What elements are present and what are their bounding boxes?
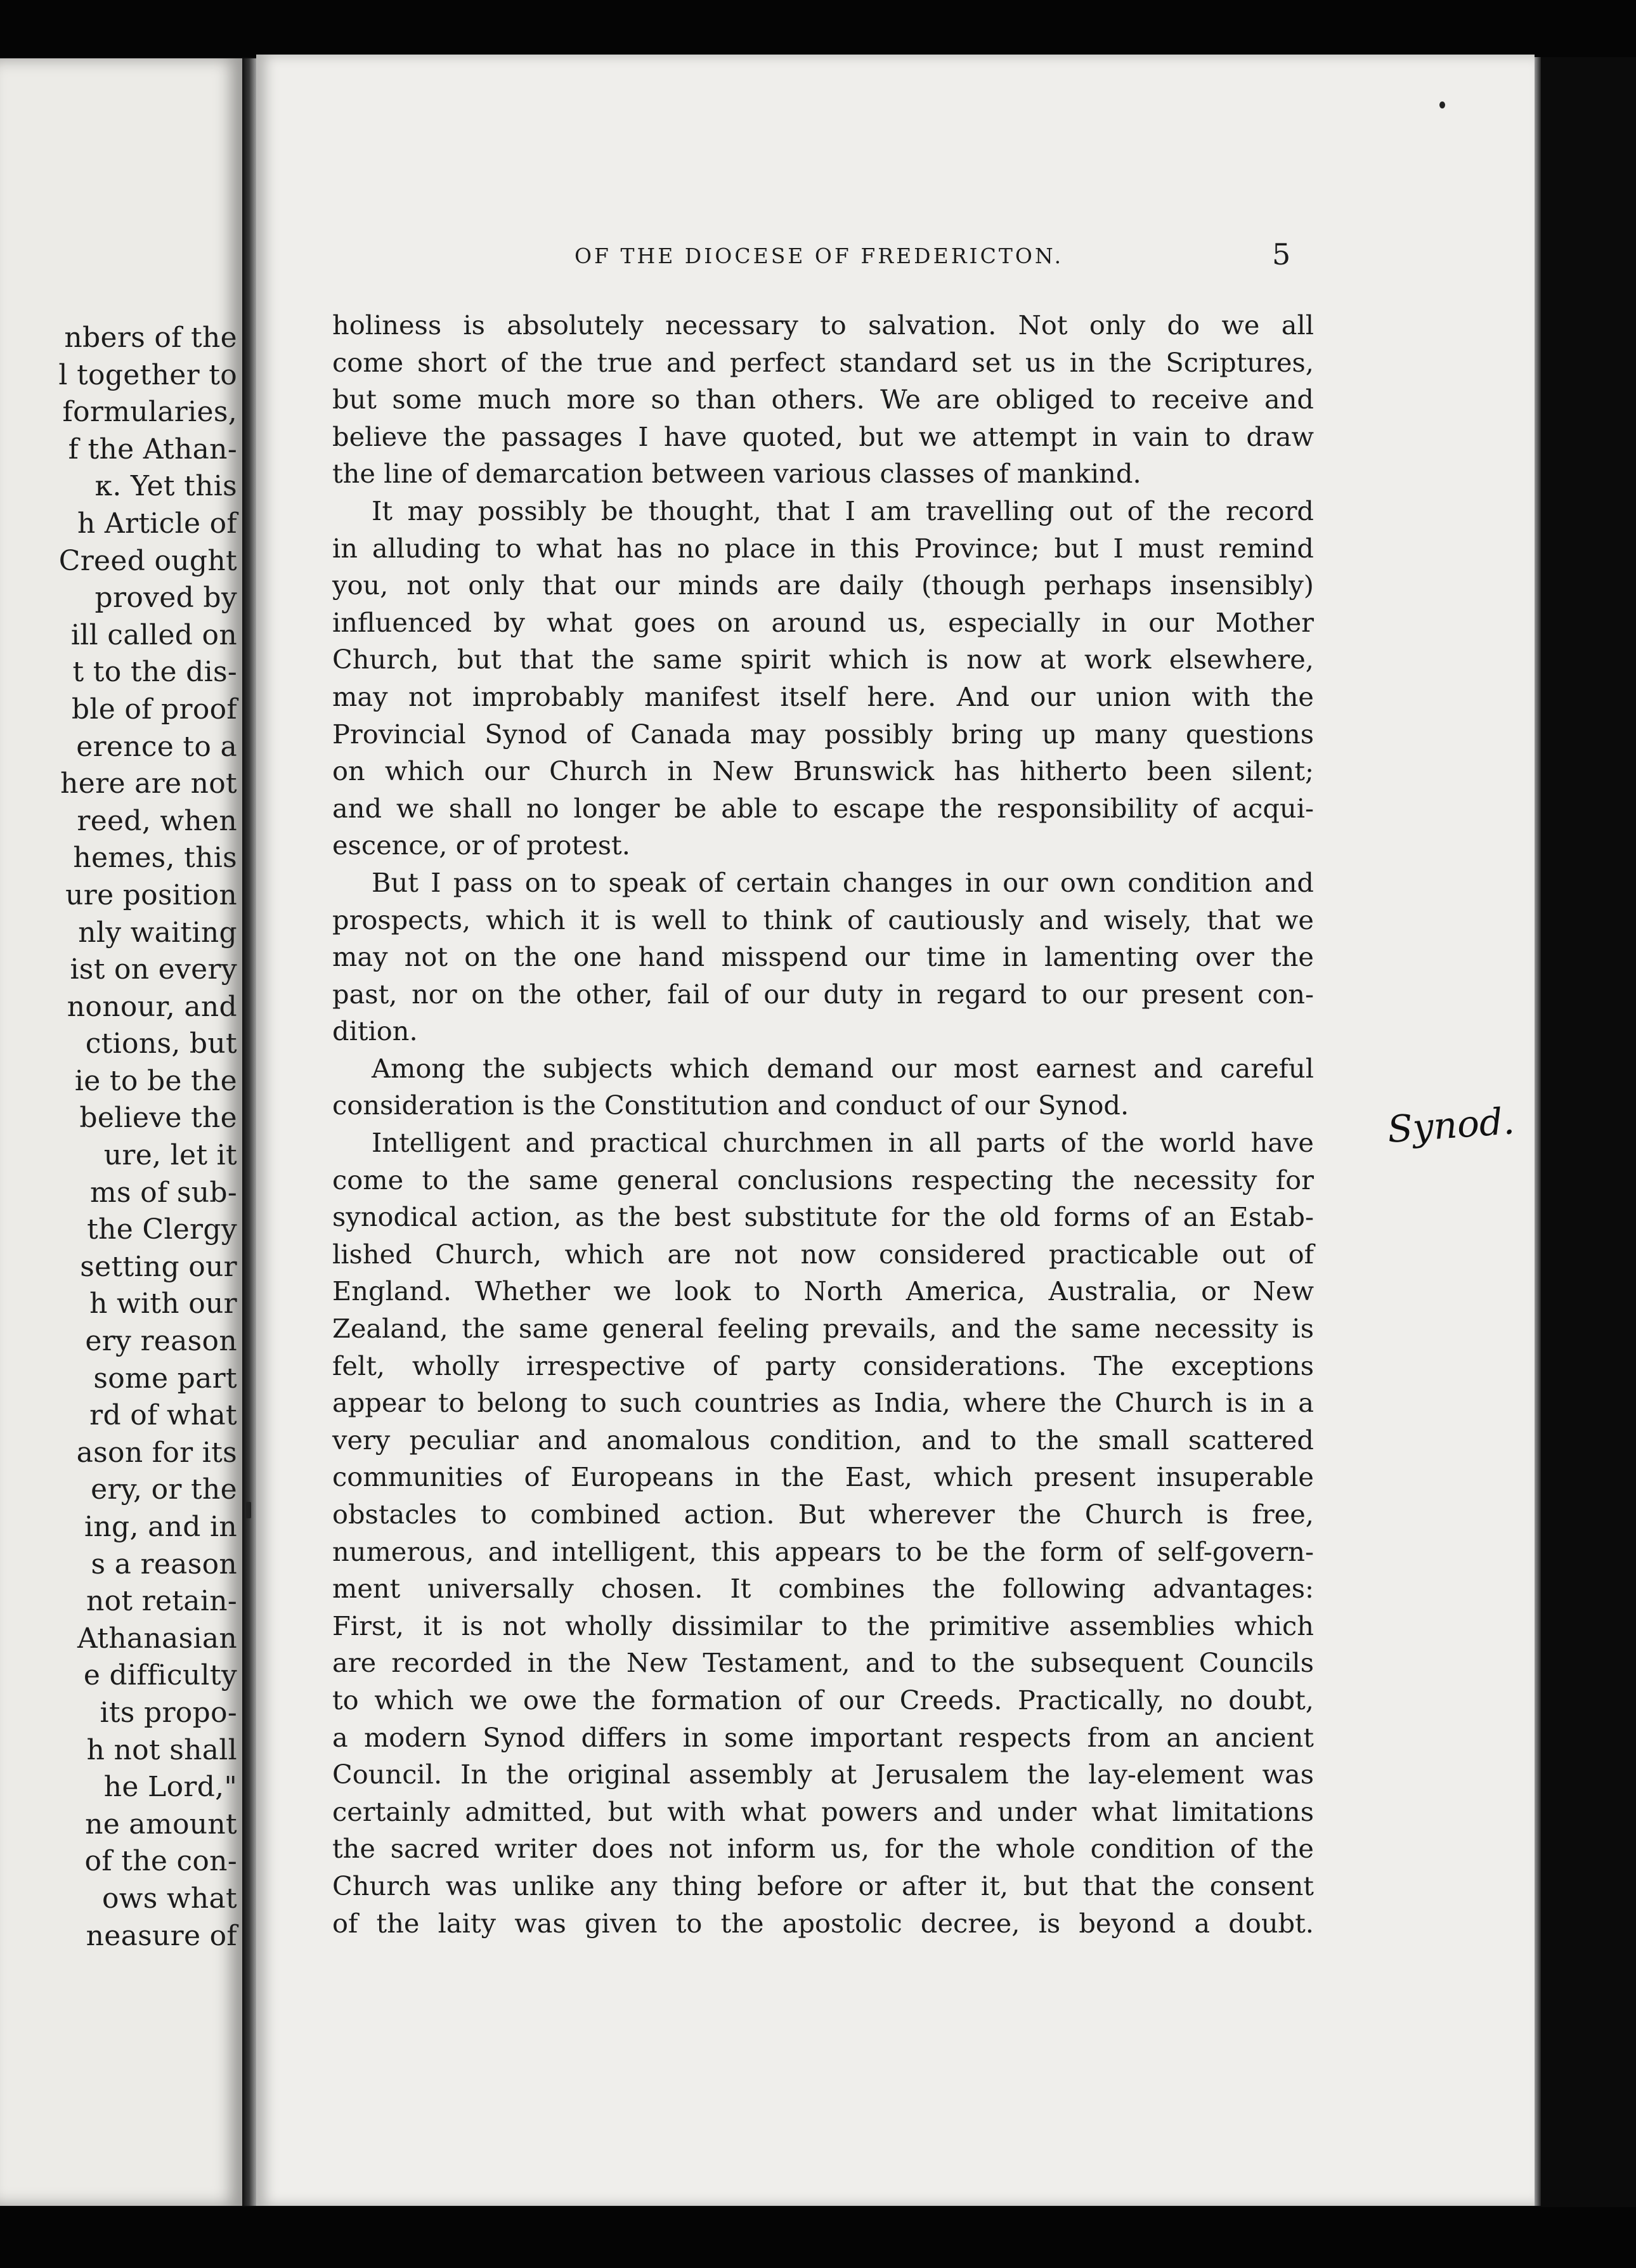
facing-page-line: ure, let it [103,1139,237,1172]
facing-page-line: of the con- [84,1845,237,1878]
facing-page-line: erence to a [76,730,237,763]
text-line: dition. [332,1015,418,1047]
facing-page-line: nonour, and [67,990,237,1023]
text-line: synodical action, as the best substitute for the old forms of an Estab- [332,1201,1314,1233]
facing-page-line: ery, or the [91,1473,237,1506]
text-line: certainly admitted, but with what powers and under what limitations [332,1796,1314,1827]
text-line: on which our Church in New Brunswick has hitherto been silent; [332,755,1314,787]
text-line: come short of the true and perfect standard set us in the Scriptures, [332,346,1314,378]
facing-page-line: h Article of [77,507,237,540]
facing-page-line: e difficulty [83,1659,237,1692]
text-line: numerous, and intelligent, this appears to be the form of self-govern- [332,1535,1314,1567]
text-line: but some much more so than others. We are obliged to receive and [332,384,1314,415]
text-line: It may possibly be thought, that I am travelling out of the record [372,495,1314,526]
text-line: you, not only that our minds are daily (though perhaps insensibly) [332,570,1314,601]
text-line: Church, but that the same spirit which is now at work elsewhere, [332,644,1314,675]
text-line: Church was unlike any thing before or after it, but that the consent [332,1870,1314,1901]
text-line: England. Whether we look to North America, Australia, or New [332,1275,1314,1307]
page-number: 5 [1272,237,1291,271]
facing-page-line: believe the [79,1102,237,1135]
text-line: a modern Synod differs in some important respects from an ancient [332,1721,1314,1753]
scan-border-top [0,0,1636,57]
text-line: very peculiar and anomalous condition, and to the small scattered [332,1424,1314,1456]
facing-page-line: setting our [80,1250,237,1283]
facing-page-text [58,320,237,1955]
facing-page-line: ows what [101,1882,237,1915]
facing-page-line: l together to [58,358,237,391]
text-line: Zealand, the same general feeling prevails, and the same necessity is [332,1313,1314,1345]
facing-page-line: ure position [65,878,237,911]
text-line: the sacred writer does not inform us, for the whole condition of the [332,1833,1314,1865]
facing-page-line: nly waiting [78,916,237,949]
text-line: to which we owe the formation of our Creeds. Practically, no doubt, [332,1684,1314,1716]
facing-page-line: he Lord," [103,1771,237,1804]
running-head: OF THE DIOCESE OF FREDERICTON. [575,244,1064,268]
text-line: Council. In the original assembly at Jerusalem the lay-element was [332,1759,1314,1790]
facing-page-line: ie to be the [74,1064,237,1097]
text-line: escence, or of protest. [332,830,630,861]
facing-page-line: ctions, but [85,1027,237,1060]
text-line: Provincial Synod of Canada may possibly bring up many questions [332,718,1314,750]
body-text [332,307,1314,1942]
facing-page-line: here are not [60,767,237,800]
page-edge [1535,57,1541,2206]
text-line: holiness is absolutely necessary to salvation. Not only do we all [332,310,1314,341]
facing-page-line: reed, when [77,804,237,837]
text-line: But I pass on to speak of certain changes in our own condition and [372,866,1314,898]
facing-page-line: s a reason [91,1548,237,1580]
facing-page-line: Athanasian [77,1622,237,1655]
text-line: prospects, which it is well to think of cautiously and wisely, that we [332,904,1314,935]
facing-page-line: h with our [89,1287,237,1320]
facing-page-line: formularies, [62,396,237,429]
text-line: may not improbably manifest itself here. And our union with the [332,681,1314,712]
facing-page-line: the Clergy [87,1213,237,1246]
text-line: believe the passages I have quoted, but we attempt in vain to draw [332,420,1314,452]
facing-page-line: f the Athan- [68,433,237,466]
facing-page-line: ason for its [76,1436,237,1469]
facing-page-line: h not shall [86,1733,237,1766]
text-line: of the laity was given to the apostolic decree, is beyond a doubt. [332,1907,1314,1939]
text-line: are recorded in the New Testament, and to the subsequent Councils [332,1647,1314,1679]
text-line: First, it is not wholly dissimilar to the primitive assemblies which [332,1610,1314,1641]
facing-page-line: κ. Yet this [94,470,237,503]
facing-page-line: rd of what [89,1399,237,1432]
facing-page-line: not retain- [86,1585,237,1618]
text-line: felt, wholly irrespective of party considerations. The exceptions [332,1350,1314,1381]
facing-page-line: ing, and in [84,1511,237,1543]
text-line: appear to belong to such countries as India, where the Church is in a [332,1387,1314,1419]
facing-page-line: ist on every [70,953,237,986]
facing-page-line: ery reason [85,1325,237,1358]
facing-page-line: Creed ought [58,544,237,577]
text-line: influenced by what goes on around us, especially in our Mother [332,606,1314,638]
text-line: may not on the one hand misspend our time in lamenting over the [332,941,1314,973]
text-line: Intelligent and practical churchmen in all parts of the world have [372,1127,1314,1159]
ink-speck [1439,101,1445,108]
facing-page-line: its propo- [100,1696,237,1729]
text-line: the line of demarcation between various classes of mankind. [332,458,1141,490]
text-line: and we shall no longer be able to escape the responsibility of acqui- [332,792,1314,824]
scan-border-bottom [0,2207,1636,2268]
facing-page-line: ill called on [70,618,237,651]
facing-page-fragment [0,58,242,2206]
text-line: obstacles to combined action. But wherever the Church is free, [332,1499,1314,1530]
facing-page-line: ms of sub- [89,1176,237,1209]
text-line: ment universally chosen. It combines the following advantages: [332,1573,1314,1605]
facing-page-line: some part [93,1362,237,1395]
facing-page-line: ne amount [85,1808,237,1841]
facing-page-line: nbers of the [64,322,237,354]
facing-page-line: hemes, this [73,842,237,875]
text-line: Among the subjects which demand our most earnest and careful [372,1052,1314,1084]
text-line: lished Church, which are not now considered practicable out of [332,1238,1314,1270]
text-line: consideration is the Constitution and conduct of our Synod. [332,1090,1129,1121]
text-line: communities of Europeans in the East, which present insuperable [332,1461,1314,1493]
facing-page-line: proved by [94,582,237,615]
text-line: come to the same general conclusions respecting the necessity for [332,1164,1314,1196]
facing-page-line: neasure of [86,1919,237,1952]
book-gutter [242,58,256,2206]
facing-page-line: t to the dis- [72,656,237,689]
ink-speck [246,1502,251,1518]
facing-page-line: ble of proof [71,693,237,726]
text-line: in alluding to what has no place in this Province; but I must remind [332,532,1314,564]
text-line: past, nor on the other, fail of our duty in regard to our present con- [332,978,1314,1010]
handwritten-margin-note: Synod. [1386,1099,1516,1151]
